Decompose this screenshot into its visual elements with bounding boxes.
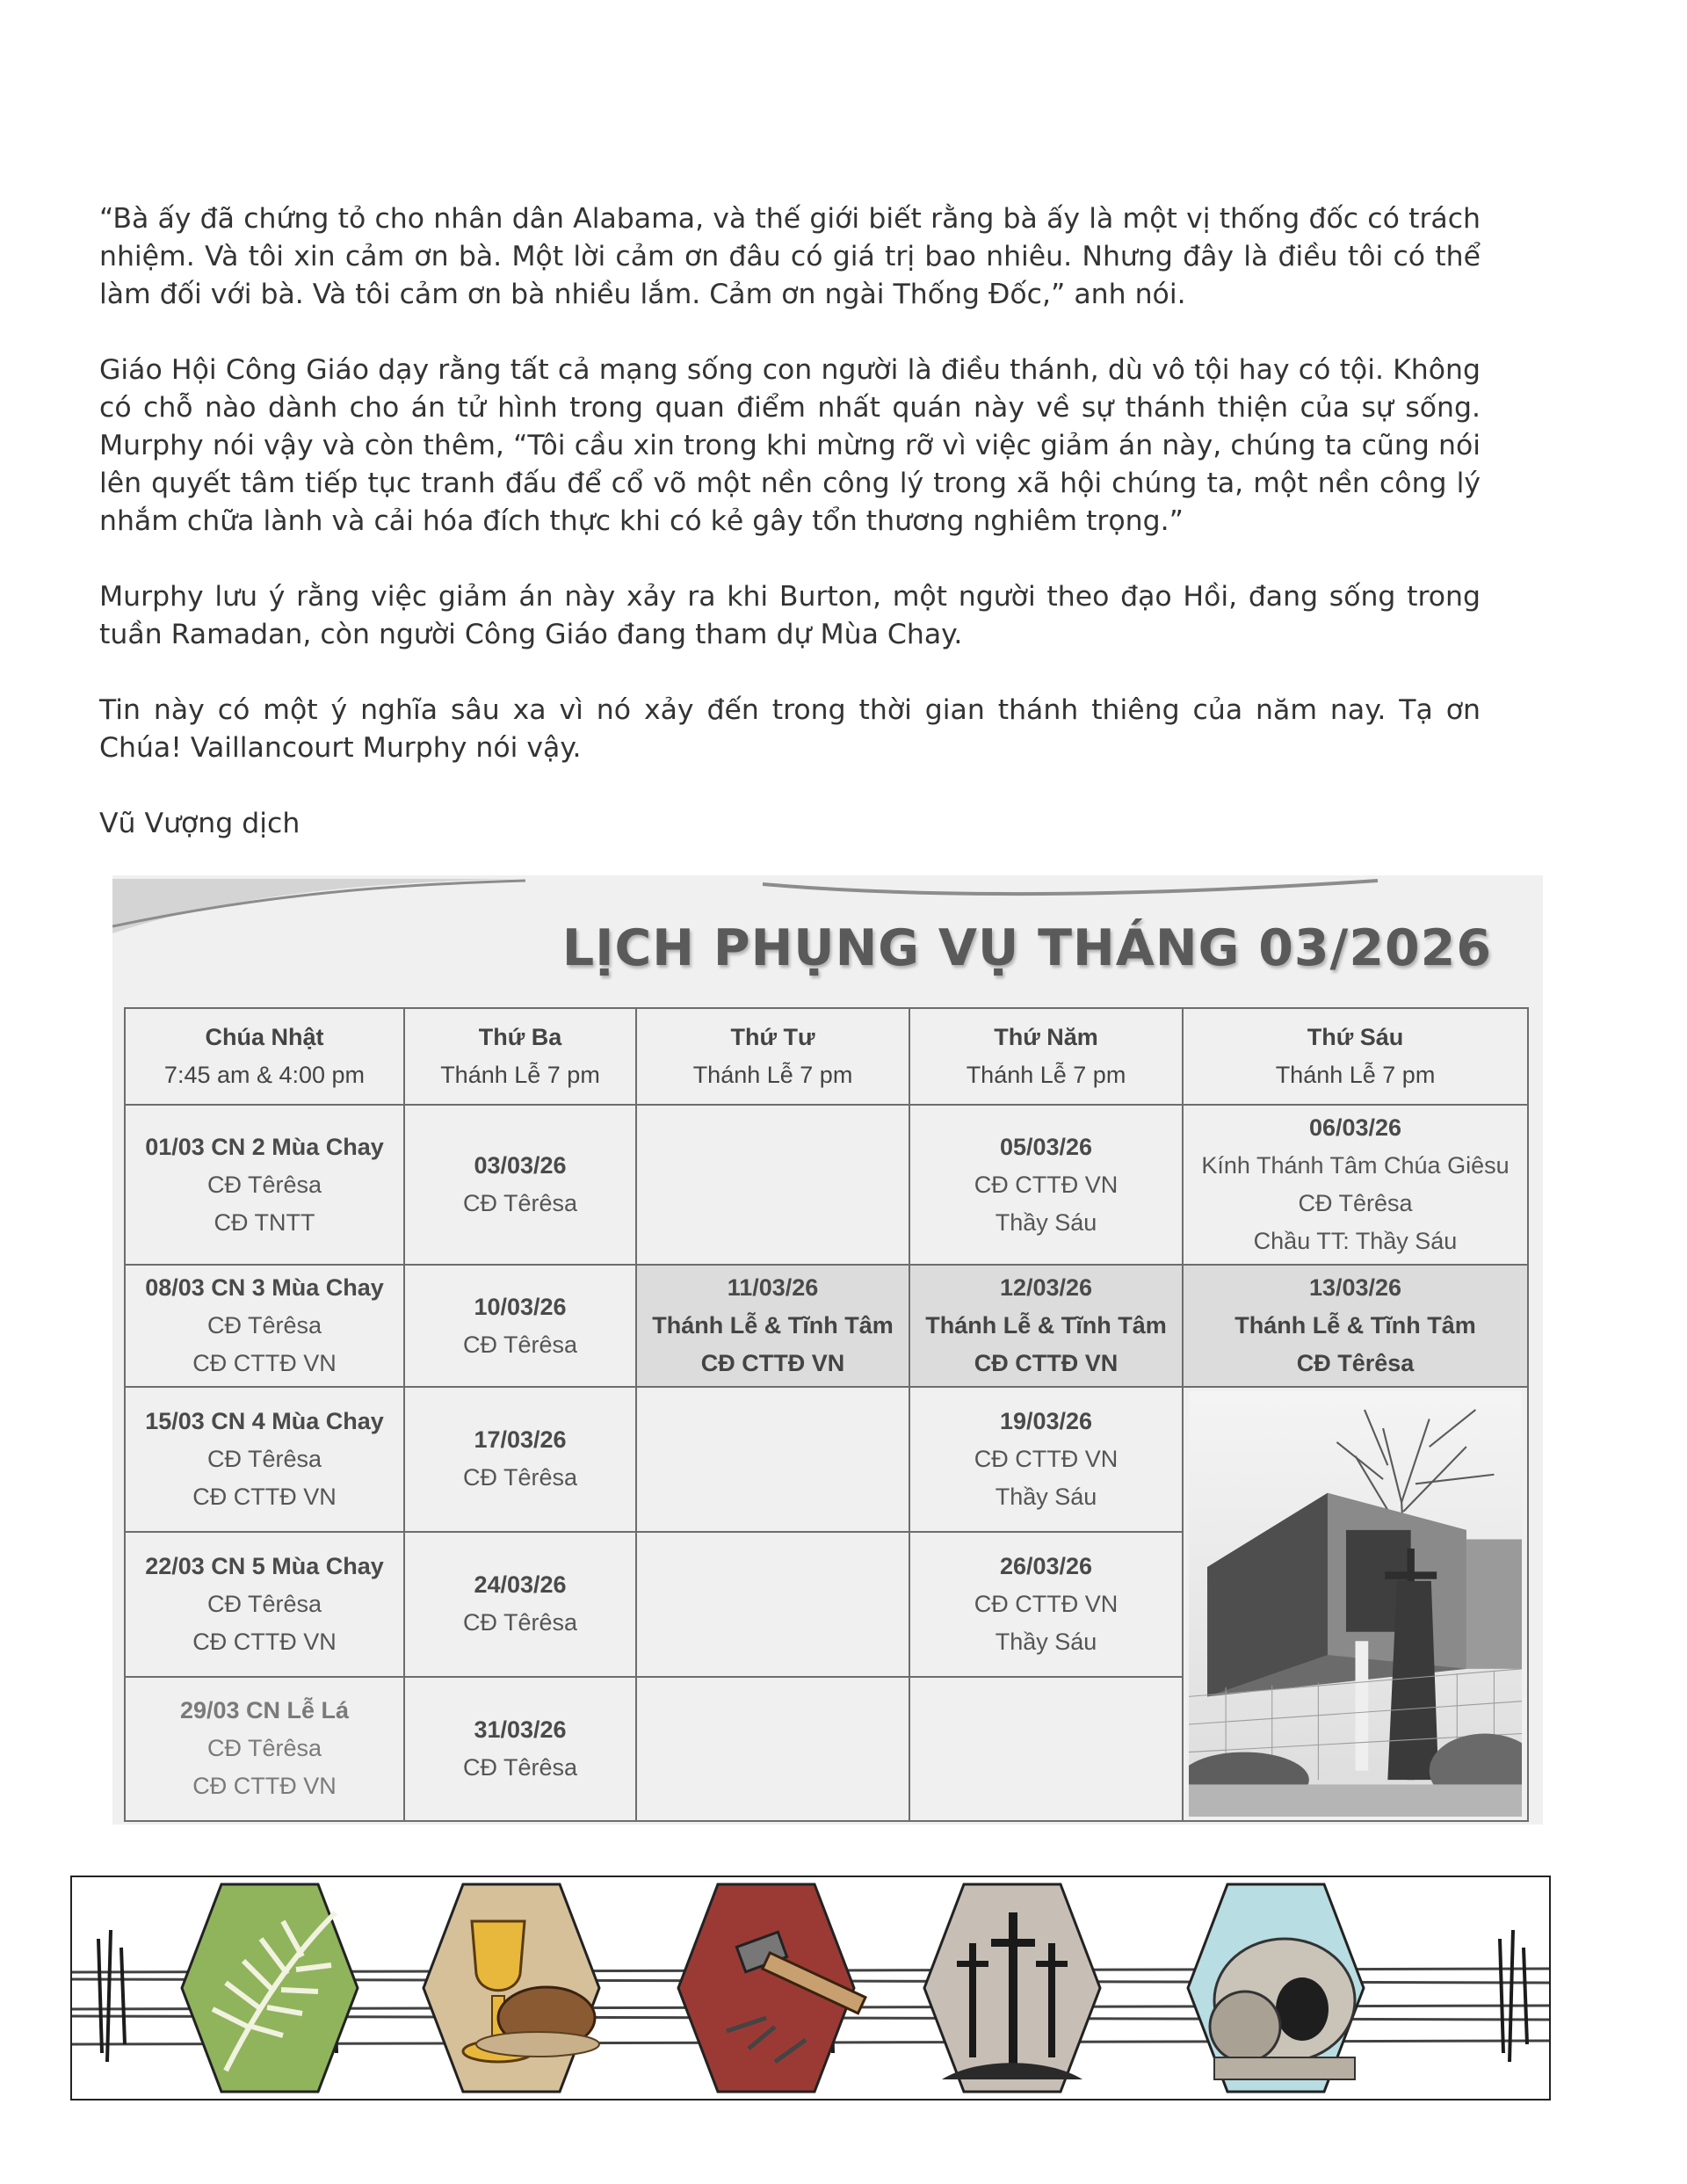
day-cell: 10/03/26 CĐ Têrêsa xyxy=(404,1265,636,1387)
day-cell: 29/03 CN Lễ Lá CĐ Têrêsa CĐ CTTĐ VN xyxy=(125,1677,404,1822)
day-cell: 19/03/26 CĐ CTTĐ VN Thầy Sáu xyxy=(909,1387,1183,1532)
day-cell: 05/03/26 CĐ CTTĐ VN Thầy Sáu xyxy=(909,1105,1183,1265)
article-paragraph: Tin này có một ý nghĩa sâu xa vì nó xảy đến trong thời gian thánh thiêng của năm nay. Tạ ơn Chúa! Vaillancourt Murphy nói vậy. xyxy=(99,694,1481,764)
liturgy-schedule xyxy=(112,875,1543,1825)
day-cell: 17/03/26 CĐ Têrêsa xyxy=(404,1387,636,1532)
retreat-cell: 12/03/26 Thánh Lễ & Tĩnh Tâm CĐ CTTĐ VN xyxy=(909,1265,1183,1387)
holy-week-banner-art xyxy=(72,1877,1549,2099)
article-paragraph: Murphy lưu ý rằng việc giảm án này xảy ra khi Burton, một người theo đạo Hồi, đang sống trong tuần Ramadan, còn người Công Giáo đang tham dự Mùa Chay. xyxy=(99,581,1481,650)
article-paragraph: “Bà ấy đã chứng tỏ cho nhân dân Alabama, và thế giới biết rằng bà ấy là một vị thống đốc có trách nhiệm. Và tôi xin cảm ơn bà. Một lời cảm ơn đâu có giá trị bao nhiêu. Nhưng đây là điều tôi có thể làm đối với bà. Và tôi cảm ơn bà nhiều lắm. Cảm ơn ngài Thống Đốc,” anh nói. xyxy=(99,203,1481,310)
day-cell: 06/03/26 Kính Thánh Tâm Chúa Giêsu CĐ Têrêsa Chầu TT: Thầy Sáu xyxy=(1183,1105,1528,1265)
header-wednesday: Thứ Tư Thánh Lễ 7 pm xyxy=(636,1008,909,1105)
table-row xyxy=(125,1105,1528,1265)
table-row xyxy=(125,1387,1528,1532)
header-thursday: Thứ Năm Thánh Lễ 7 pm xyxy=(909,1008,1183,1105)
translator-signature: Vũ Vượng dịch xyxy=(99,808,300,839)
day-cell xyxy=(909,1677,1183,1822)
article-paragraph: Giáo Hội Công Giáo dạy rằng tất cả mạng sống con người là điều thánh, dù vô tội hay có tội. Không có chỗ nào dành cho án tử hình trong quan điểm nhất quán này về sự thánh thiện của sự sống. Murphy nói vậy và còn thêm, “Tôi cầu xin trong khi mừng rỡ vì việc giảm án này, chúng ta cũng nói lên quyết tâm tiếp tục tranh đấu để cổ võ một nền công lý trong xã hội chúng ta, một nền công lý nhắm chữa lành và cải hóa đích thực khi có kẻ gây tổn thương nghiêm trọng.” xyxy=(99,354,1481,537)
day-cell: 24/03/26 CĐ Têrêsa xyxy=(404,1532,636,1677)
header-row xyxy=(125,1008,1528,1105)
retreat-cell: 13/03/26 Thánh Lễ & Tĩnh Tâm CĐ Têrêsa xyxy=(1183,1265,1528,1387)
day-cell: 08/03 CN 3 Mùa Chay CĐ Têrêsa CĐ CTTĐ VN xyxy=(125,1265,404,1387)
table-row xyxy=(125,1265,1528,1387)
retreat-cell: 11/03/26 Thánh Lễ & Tĩnh Tâm CĐ CTTĐ VN xyxy=(636,1265,909,1387)
day-cell: 01/03 CN 2 Mùa Chay CĐ Têrêsa CĐ TNTT xyxy=(125,1105,404,1265)
church-photo xyxy=(1189,1391,1522,1817)
day-cell xyxy=(636,1387,909,1532)
holy-week-banner xyxy=(70,1876,1551,2101)
article xyxy=(99,200,1481,881)
day-cell: 26/03/26 CĐ CTTĐ VN Thầy Sáu xyxy=(909,1532,1183,1677)
header-tuesday: Thứ Ba Thánh Lễ 7 pm xyxy=(404,1008,636,1105)
day-cell: 15/03 CN 4 Mùa Chay CĐ Têrêsa CĐ CTTĐ VN xyxy=(125,1387,404,1532)
day-cell: 22/03 CN 5 Mùa Chay CĐ Têrêsa CĐ CTTĐ VN xyxy=(125,1532,404,1677)
header-sunday: Chúa Nhật 7:45 am & 4:00 pm xyxy=(125,1008,404,1105)
day-cell: 03/03/26 CĐ Têrêsa xyxy=(404,1105,636,1265)
day-cell xyxy=(636,1677,909,1822)
day-cell: 31/03/26 CĐ Têrêsa xyxy=(404,1677,636,1822)
schedule-title: LỊCH PHỤNG VỤ THÁNG 03/2026 xyxy=(561,919,1492,977)
church-photo-cell xyxy=(1183,1387,1528,1821)
day-cell xyxy=(636,1105,909,1265)
header-friday: Thứ Sáu Thánh Lễ 7 pm xyxy=(1183,1008,1528,1105)
schedule-table xyxy=(124,1007,1529,1822)
day-cell xyxy=(636,1532,909,1677)
